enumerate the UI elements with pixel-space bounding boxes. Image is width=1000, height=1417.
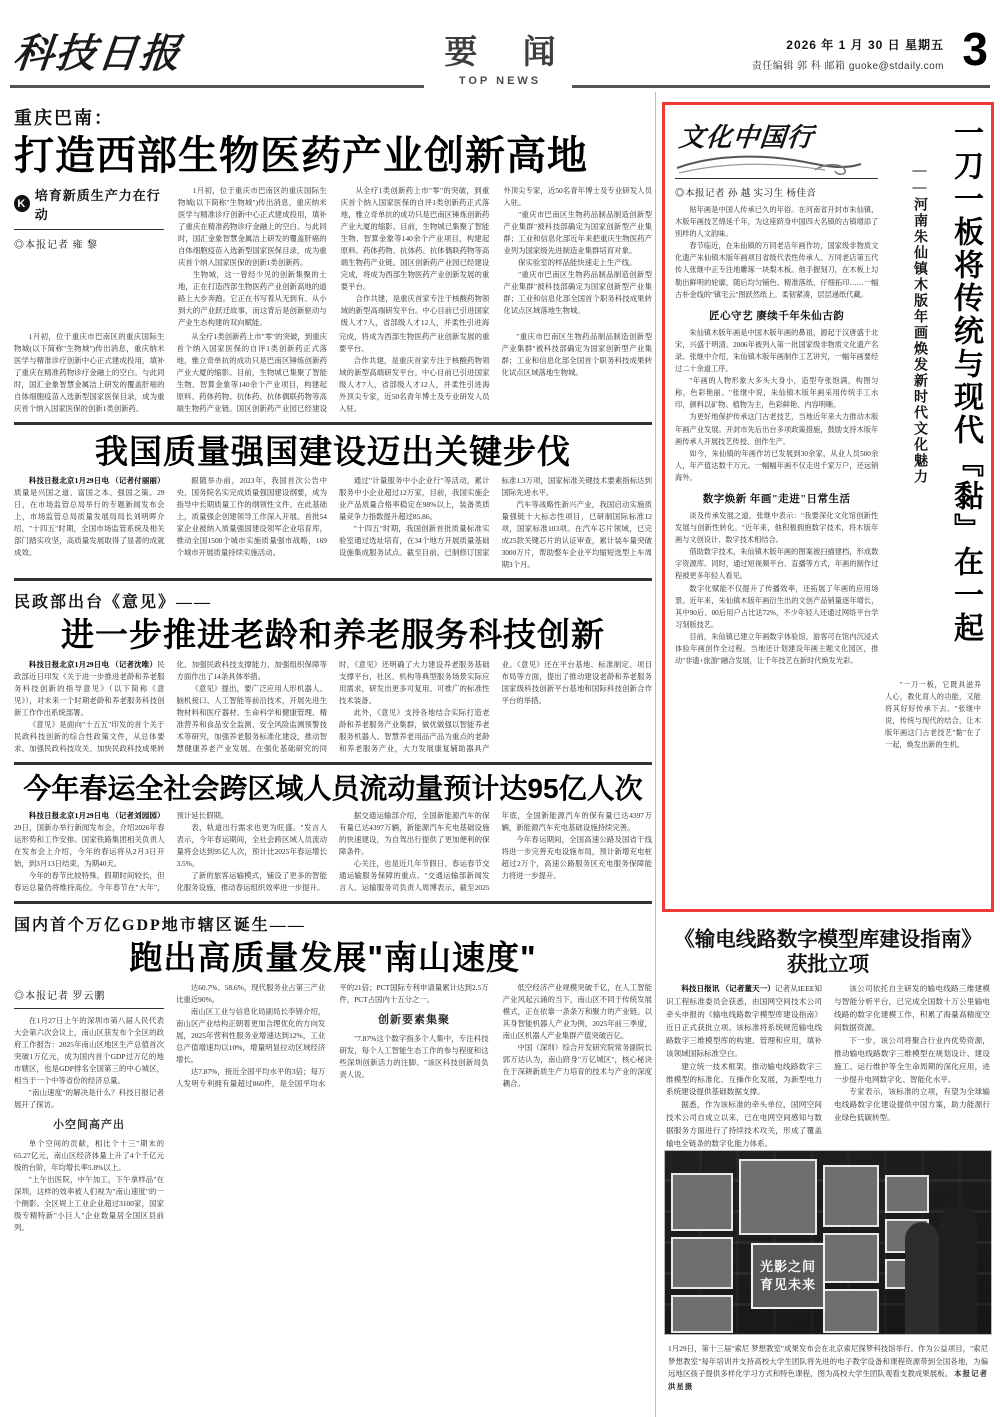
paragraph <box>14 810 165 870</box>
feature-tail-text <box>885 679 981 752</box>
feature-vertical-headline: 一刀一板将传统与现代『黏』在一起 <box>949 117 982 645</box>
editor-contact: 责任编辑 郭 科 邮箱 guoke@stdaily.com <box>751 61 944 72</box>
badge-label: 培育新质生产力在行动 <box>34 187 161 222</box>
left-column-zone <box>0 92 662 1417</box>
feature-subhead-2: 数字焕新 年画"走进"日常生活 <box>702 493 851 505</box>
paragraph: 此外，《意见》支持各地结合实际打造老龄和养老服务产业集群，做优做强以智能养老服务机器人、智慧养老用品产品为重点的老龄和养老服务产业，大力发展康复辅助器具产业。《意见》还在平台基地、标准制定、项目布局等方面，提出了推动建设老龄和养老服务国家级科技创新平台基地和国际科技创新合作平台的举措。 <box>339 660 652 754</box>
lead-badge <box>14 185 164 223</box>
section-title-cn: 要 闻 <box>444 33 574 70</box>
lead-body <box>178 185 652 329</box>
chunyun-body <box>14 810 652 894</box>
newspaper-logo: 科技日报 <box>11 31 185 76</box>
nanshan-byline-rule <box>14 1008 164 1009</box>
paragraph-text: 记者从IEEE知识工程标准委员会获悉，由国网空间技术公司牵头申报的《输电线路数字模型库建设指南》近日正式获批立项。该标准将系统规范输电线路数字三维模型库的构建、管理和应用，填补该领域国际标准空白。 <box>666 984 822 1058</box>
photo-panel <box>739 1159 817 1235</box>
feature-series-logo <box>677 117 880 154</box>
lead-body-lower <box>14 331 652 415</box>
aging-kicker: 民政部出台《意见》—— <box>14 594 213 612</box>
paragraph: 今年春运期间，全国高速公路及国省干线将进一步完善充电设施布局，预计新增充电桩超过2万个，高速公路服务区充电服务保障能力将进一步提升。 <box>501 835 652 881</box>
paragraph <box>14 659 165 719</box>
photo-panel <box>671 1295 733 1333</box>
page-body <box>0 92 1000 1417</box>
photo-panel <box>823 1289 879 1333</box>
paragraph: 借助数字技术，朱仙镇木版年画的图案被扫描建档，形成数字资源库。同时，通过短视频平台、直播等方式，年画的制作过程被更多年轻人看见。 <box>675 548 879 581</box>
paragraph: "重庆市巴南区生物药品制品制造创新型产业集群"被科技部确定为国家创新型产业集群；工业和信息化部全国首个职务科技成果转化试点区域落地生物城。 <box>501 331 652 377</box>
article-quality <box>14 433 652 572</box>
photo-person <box>939 1206 977 1334</box>
photo-signboard <box>751 1243 825 1309</box>
signboard-line-1: 光影之间 <box>759 1259 816 1275</box>
photo-credit: 本报记者 洪星摄 <box>668 1369 988 1391</box>
paragraph-text: 29日，国新办举行新闻发布会，介绍2026年春运形势和工作安排。国家铁路集团相关负责人在发布会上介绍，今年的春运将从2月3日开始，到3月13日结束，为期40天。 <box>14 823 165 869</box>
paragraph: 表，轨道出行需求也更为旺盛。"发言人表示，今年春运期间，全社会跨区域人员流动量将会达到95亿人次，预计比2025年春运增长3.5%。 <box>176 823 327 869</box>
signboard-line-2: 育见未来 <box>759 1277 816 1292</box>
aging-dateline: 科技日报北京1月29日电 （记者沈唯） <box>28 660 158 670</box>
paragraph: 数字化赋能不仅提升了传播效率，还拓展了年画的应用场景。近年来，朱仙镇木版年画衍生出的文创产品销量逐年增长，其中90后、00后用户占比达72%，不少年轻人还通过网络平台学习刻版技艺。 <box>675 584 879 629</box>
article-chunyun <box>14 773 652 894</box>
paragraph: 1月初，位于重庆市巴南区的重庆国际生物城(以下简称"生物城")传出消息，重庆纳米医学与精准诊疗创新中心正式建成投用，填补了重庆在精准药物诊疗金融上的空白。与此同时，国汇金象智慧金属洁上研发的覆盖肝癌的自体细胞疫苗入选新型国家医保目录，成为重庆首个纳入国家医保的创新1类创新药。 <box>14 331 165 413</box>
paragraph <box>14 475 165 559</box>
power-guide-dateline: 科技日报讯 （记者董天一） <box>681 984 775 994</box>
feature-vertical-subtitle: ——河南朱仙镇木版年画焕发新时代文化魅力 <box>912 163 927 485</box>
paragraph: 中国（深圳）综合开发研究院常务副院长郭万达认为，南山跻身"万亿城区"，核心秘诀在于深耕新质生产力培育的技术与产业的深度耦合。 <box>502 1043 652 1089</box>
paragraph: 低空经济产业规模突破千亿，在人工智能产业风起云涌的当下，南山区不同于传统发展模式，正在依靠一条条万和聚力的产业链。以其身智能机器人产业为例，2025年前三季度，南山区机器人产业集群产值突破百亿。 <box>502 983 652 1041</box>
paragraph: 据悉，作为该标准的牵头单位，国网空间技术公司自成立以来，已在电网空间感知与数据服务方面进行了持续技术攻关，形成了覆盖输电全链条的数字化能力体系。 <box>666 1100 822 1149</box>
article-nanshan <box>14 912 652 1234</box>
feature-byline: ◎本报记者 孙 越 实习生 杨佳音 <box>675 189 817 199</box>
feature-inner <box>675 113 983 903</box>
nanshan-col1 <box>14 1015 164 1234</box>
paragraph: 春节临近，在朱仙镇的万同老店年画作坊，国家级非物质文化遗产朱仙镇木版年画项目省级代表性传承人、万同老店第五代传人张继中正专注地雕琢一块梨木板。他手握刻刀，在木板上勾勒出鲜明的轮廓，随后均匀铺色、精准落纸、仔细拓印……一幅古朴金线的"镇宅云"图跃然纸上。柔韧紧凑，层层递纸代藏。 <box>675 242 879 299</box>
paragraph: 从全疗1类创新药上市"零"的突破，到重庆首个纳入国家医保的自评1类创新药正式落地，雅立奇单抗的成功只是巴南区锤炼创新药产业大厦的缩影。目前，生物城已集聚了智能生物、智算金象等140余个产业项目，构建起原料、药体药物、抗体药、抗体偶联药物等高端生物药产业链。国区创新药产业园已经建设完成，将成为西部生物医药产业创新发展的重要平台。 <box>340 185 490 291</box>
feature-highlight-box <box>662 102 994 912</box>
photo-person <box>905 1222 939 1334</box>
feature-rule <box>675 178 878 179</box>
masthead <box>0 0 1000 92</box>
paragraph: "年画的人物形象大多头大身小，造型夸张饱满，构图匀称，色彩艳丽。"张继中说，朱仙镇木版年画采用传统手工水印，颜料以矿物、植物为主，色彩鲜艳、内容明晰。 <box>675 377 879 410</box>
paragraph: 达60.7%、58.6%，现代服务业占第三产业比重近90%。 <box>176 983 326 1005</box>
lead-badge-rule <box>14 229 164 230</box>
paragraph: 下一步，该公司将聚合行业内优势资源，推动输电线路数字三维模型在规划设计、建设施工、运行维护等全生命周期的深化应用，进一步提升电网数字化、智能化水平。 <box>834 1035 990 1084</box>
feature-body-bottom <box>675 510 878 667</box>
paragraph: 心关注，也是近几年节假日、春运春节交通运输服务保障的重点。"交通运输部新闻发言人、运输服务司负责人周博表示，截至2025年底，全国新能源汽车的保有量已达4397万辆，新能源汽车充电基础设施持续完善。 <box>339 811 652 893</box>
paragraph: 该公司依托自主研发的输电线路三维建模与智能分析平台，已完成全国数十万公里输电线路的数字化建模工作，积累了海量高精度空间数据资源。 <box>834 984 990 1032</box>
news-photo <box>664 1150 992 1335</box>
paragraph: 汽车等战略性新兴产业，我国启动实施质量强链十大标志性项目，已研制国际标准12项，国家标准103项。在汽车芯片领域，已完成25款关键芯片的认证审查，累计装车量突破3000万片，帮助整车企业平均缩短选型上车周期3个月。 <box>501 500 652 570</box>
paragraph: 南山区工业与信息化局副局长李锦介绍，南山区产业结构正朝着更加合理优化的方向发展，2025年营利性服务业增速达到12%，工业总产值增速均以10%，增量明显拉动区域经济增长。 <box>176 1007 326 1065</box>
caption-text: 1月29日，第十三届"索尼 梦想教室"成果发布会在北京索尼探梦科技馆举行。作为公益项目，"索尼 梦想教室"每年培训并支持高校大学生团队将先进的电子教学设备和课程资源带到全国各地，为偏远地区孩子提供多样化学习方式和特色课程，图为高校大学生团队观看支教成果展板。 <box>668 1344 988 1379</box>
badge-k-icon: K <box>14 195 30 212</box>
masthead-meta <box>752 36 944 72</box>
photo-panel <box>823 1233 879 1283</box>
power-guide-body <box>666 983 990 1151</box>
paragraph <box>666 983 822 1060</box>
article-lead <box>14 104 652 415</box>
right-column-zone <box>662 92 1000 1417</box>
feature-series-logo-text: 文化中国行 <box>677 123 816 152</box>
paragraph: "7.87%这个数字指多个人集中，专注科技研发，每个人工智能生态工作的参与程度和这些深圳创新活力的注脚。"该区科技创新局负责人说。 <box>339 1033 489 1079</box>
paragraph: "上午出医院，中午加工，下午拿样品"在深圳，这样的效率被人们视为"南山速度"的一个侧影。全区规上工业企业超过3100家，国家级专精特新"小巨人"企业数量居全国区县前列。 <box>14 1174 164 1232</box>
paragraph: 贴年画是中国人传承已久的年俗。在河南省开封市朱仙镇，木版年画技艺绵延千年，为这座跻身中国四大名镇的古镇增添了别样的人文韵味。 <box>675 206 879 239</box>
lead-byline: ◎本报记者 雍 黎 <box>14 239 98 251</box>
paragraph-text: 质量是兴国之道、富国之本、强国之策。29日，在市场监管总局举行的专题新闻发布会上，市场监管总局质量发展局局长刘明晖介绍，"十四五"时期，全国市场监管系统及相关部门踏实攻坚，高质量发展取得了显著的成就成效。 <box>14 488 165 558</box>
paragraph: 从全疗1类创新药上市"零"的突破，到重庆首个纳入国家医保的自评1类创新药正式落地，雅立奇单抗的成功只是巴南区锤炼创新药产业大厦的缩影。目前，生物城已集聚了智能生物、智算金象等140余个产业项目，构建起原料、药体药物、抗体药、抗体偶联药物等高端生物药产业链。国区创新药产业园已经建设完成，将成为西部生物医药产业创新发展的重要平台。 <box>176 331 490 413</box>
paragraph: 朱仙镇木版年画是中国木版年画的鼻祖，源起于汉唐盛于北宋，兴盛于明清。2006年被列入第一批国家级非物质文化遗产名录。张继中介绍，朱仙镇木版年画制作工艺讲究，一幅年画要经过二十余道工序。 <box>675 328 879 374</box>
paragraph: 通过"计量服务中小企业行"等活动，累计服务中小企业超过12万家，目前，我国实施企业产品质量合格率稳定在98%以上，装备类质量竞争力指数提升超过85.86。 <box>339 476 490 522</box>
feature-body-top <box>675 204 878 301</box>
paragraph: 单个空间的贡献，相比个十三"期末的65.27亿元，南山区经济体量上升了4个千亿元级的台阶，年均增长率5.8%以上。 <box>14 1138 164 1172</box>
photo-panel <box>885 1175 929 1213</box>
article-power-guide <box>662 924 994 1151</box>
masthead-rule-left <box>10 85 424 88</box>
paragraph: "十四五"时期，我国创新首批质量标准实验室通过选址培育，在34个地方开展质量基础设施集成服务试点。截至目前，已制修订国家标准1.3万项，国家标准关键技术要素指标达到国际先进水平。 <box>339 476 652 558</box>
nanshan-subhead-1: 小空间高产出 <box>53 1119 125 1132</box>
paragraph: 合作共建，是重庆首家专注于核酸药物领域的新型高端研发平台。中心目前已引进国家级人才7人，省部级人才12人，并柔性引进海外顶尖专家，近50名青年博士及专业研发人员入驻。 <box>339 355 490 413</box>
swoosh-svg <box>675 150 875 176</box>
aging-body <box>14 659 652 755</box>
photo-panel <box>671 1237 733 1289</box>
quality-body <box>14 475 652 571</box>
publication-date: 2026 年 1 月 30 日 星期五 <box>786 38 944 52</box>
masthead-rule-right <box>572 85 990 88</box>
swoosh-ornament-icon <box>675 150 878 176</box>
quality-dateline: 科技日报北京1月29日电 （记者付丽丽） <box>28 476 165 486</box>
photo-panel <box>823 1165 879 1227</box>
paragraph: "重庆市巴南区生物药品制品制造创新型产业集群"被科技部确定为国家创新型产业集群；工业和信息化部近年来把重庆生物医药产业列为国家级先进制造业集群培育对象。 <box>503 209 652 255</box>
nanshan-headline: 跑出高质量发展"南山速度" <box>129 939 537 977</box>
paragraph: 建立统一技术框架，推动输电线路数字三维模型的标准化、互操作化发展，为新型电力系统建设提供基础数据支撑。 <box>666 1061 822 1097</box>
paragraph: 达7.87%，接近全国平均水平的3倍；每万人发明专利拥有量超过860件，是全国平均水平的21倍；PCT国际专利申请量累计达到2.5万件，PCT占国内十五分之一。 <box>176 983 489 1089</box>
vertical-divider <box>655 92 656 1417</box>
lead-headline: 打造西部生物医药产业创新高地 <box>14 134 588 178</box>
paragraph: 生物城，这一曾经少见的创新集聚的土地，正在打造西部生物医药产业创新高地的道路上大步奔跑。它正在书写着从无到有、从小到大的产业跃迁故事，而这背后是创新驱动与产业生态构建的双向赋能。 <box>178 269 327 327</box>
aging-headline: 进一步推进老龄和养老服务科技创新 <box>61 616 605 654</box>
divider-after-chunyun <box>14 901 652 904</box>
paragraph: "南山速度"的解决是什么？科技日报记者展开了探访。 <box>14 1088 164 1110</box>
nanshan-subhead-2: 创新要素集聚 <box>377 1014 450 1027</box>
paragraph: 如今，朱仙镇的年画作坊已发展到30余家，从业人员500余人，年产值达数千万元。一幅幅年画不仅走进千家万户，还远销海外。 <box>675 449 879 482</box>
chunyun-dateline: 科技日报北京1月29日电 （记者刘园园） <box>28 811 165 821</box>
paragraph: 为更好地保护传承这门古老技艺，当地近年来大力推动木版年画产业发展。开封市先后出台多项政策措施，鼓励支持木版年画传承人开展技艺传授、创作生产。 <box>675 413 879 446</box>
paragraph: "重庆市巴南区生物药品制品制造创新型产业集群"被科技部确定为国家创新型产业集群；工业和信息化部全国首个职务科技成果转化试点区域落地生物城。 <box>503 269 652 315</box>
photo-panel <box>671 1173 733 1231</box>
feature-body-mid <box>675 327 878 484</box>
photo-caption <box>664 1343 992 1393</box>
nanshan-byline: ◎本报记者 罗云鹏 <box>14 991 106 1003</box>
paragraph: 跟随举办前，2023年，我国首次公告中央、国务院名实完成质量强国建设纲要，成为指导中长期质量工作的纲领性文件。在此基础上，质量强企创建领导工作深入开展。首批54家企业被纳入质量强国建设领军企业培育库，推动全国1500个城市实施质量强市战略，169个城市开展质量持续实施活动。 <box>176 476 327 558</box>
section-title-en: TOP NEWS <box>458 75 542 87</box>
paragraph-text: 民政部近日印发《关于进一步推进老龄和养老服务科技创新的指导意见》（以下简称《意见》），对未来一个时期老龄和养老服务科技创新工作作出系统部署。 <box>14 660 165 718</box>
paragraph: 1月初，位于重庆市巴南区的重庆国际生物城(以下简称"生物城")传出消息，重庆纳米医学与精准诊疗创新中心正式建成投用，填补了重庆在精准药物诊疗金融上的空白。与此同时，国汇金象智慧金属洁上研发的覆盖肝癌的自体细胞疫苗入选新型国家医保目录，成为重庆首个纳入国家医保的创新1类创新药。 <box>178 185 327 267</box>
divider-after-lead <box>14 422 652 425</box>
paragraph: 在1月27日上午的深圳市第八届人民代表大会第六次会议上，南山区获发布个全区的政府工作报告：2025年南山区地区生产总值首次突破1万亿元，成为国内首个GDP过万亿的地市辖区，也是GDP排名全国第三的中心城区，相当于一个中等省份的经济总量。 <box>14 1016 164 1086</box>
paragraph: 了新的旅客运输模式，铺设了更多的智能化服务设施，推动春运组织效率进一步提升。 <box>176 871 327 893</box>
paragraph: 专家表示，该标准的立项，有望为全球输电线路数字化建设提供中国方案，助力能源行业绿色低碳转型。 <box>834 1087 990 1123</box>
chunyun-headline: 今年春运全社会跨区域人员流动量预计达95亿人次 <box>23 773 643 805</box>
paragraph: 谈及传承发展之道，张继中表示："我要深化文化馆创新性发展与创新性转化。"近年来，他积极拥抱数字技术，将木版年画与文创设计、数字技术相结合。 <box>675 511 879 545</box>
paragraph: 保实验室的样品能快速走上生产线。 <box>518 257 637 267</box>
nanshan-body <box>176 982 652 1234</box>
feature-subhead-1: 匠心守艺 赓续千年朱仙古韵 <box>709 310 845 322</box>
paragraph: 据交通运输部介绍，全国新能源汽车的保有量已达4397万辆，新能源汽车充电基础设施的快速建设，为自驾出行提供了更加便利的保障条件。 <box>339 811 490 857</box>
divider-after-aging <box>14 762 652 765</box>
article-aging <box>14 589 652 755</box>
paragraph: 合作共建，是重庆首家专注于核酸药物领域的新型高端研发平台。中心目前已引进国家级人才7人，省部级人才12人，并柔性引进海外顶尖专家，近50名青年博士及专业研发人员入驻。 <box>340 185 652 327</box>
paragraph: 目前，朱仙镇已建立年画数字体验馆，游客可在馆内沉浸式体验年画创作全过程。当地还计划建设年画主题文化园区，推动"非遗+旅游"融合发展，让千年技艺在新时代焕发光彩。 <box>675 632 879 666</box>
paragraph: 今年的春节比较特殊，假期时间较长，但春运总量仍将维持高位。今年春节在"大年"，预计延长假期。 <box>14 811 229 893</box>
paragraph: 《意见》是面向"十五五"印发的首个关于民政科技创新的综合性政策文件，从总体要求、加强民政科技攻关、加快民政科技成果转化、加强民政科技支撑能力、加强组织保障等方面作出了14条具体举措。 <box>14 660 327 754</box>
paragraph: 《意见》提出，要广泛应用人形机器人、脑机接口、人工智能等前沿技术，开展先进生物材料和医疗器材、生命科学和健康管理、精准营养和食品安全监测、安全风险监测预警技术等研究，加强养老服务标准化建设，推动智慧健康养老产业发展。在强化基础研究的同时，《意见》还明确了大力建设养老服务基础支撑平台，社区、机构等典型服务场景实际应用需求，研发出更多可复用、可推广的标准性技术装备。 <box>176 660 490 754</box>
page-number: 3 <box>962 23 988 75</box>
photo-block <box>664 1150 992 1393</box>
quality-headline: 我国质量强国建设迈出关键步伐 <box>95 432 571 470</box>
divider-after-quality <box>14 578 652 581</box>
power-guide-headline: 《输电线路数字模型库建设指南》获批立项 <box>674 928 982 976</box>
paragraph: "一刀一板，它既具滋养人心，教化育人的功能，又能将其好好传承下去。"张继中说，传统与现代的结合，让木版年画这门古老技艺"黏"在了一起，焕发出新的生机。 <box>885 681 981 750</box>
lead-kicker: 重庆巴南： <box>14 108 114 128</box>
feature-right-column <box>884 113 983 903</box>
nanshan-kicker: 国内首个万亿GDP地市辖区诞生—— <box>14 917 306 935</box>
feature-left-column <box>675 113 884 903</box>
